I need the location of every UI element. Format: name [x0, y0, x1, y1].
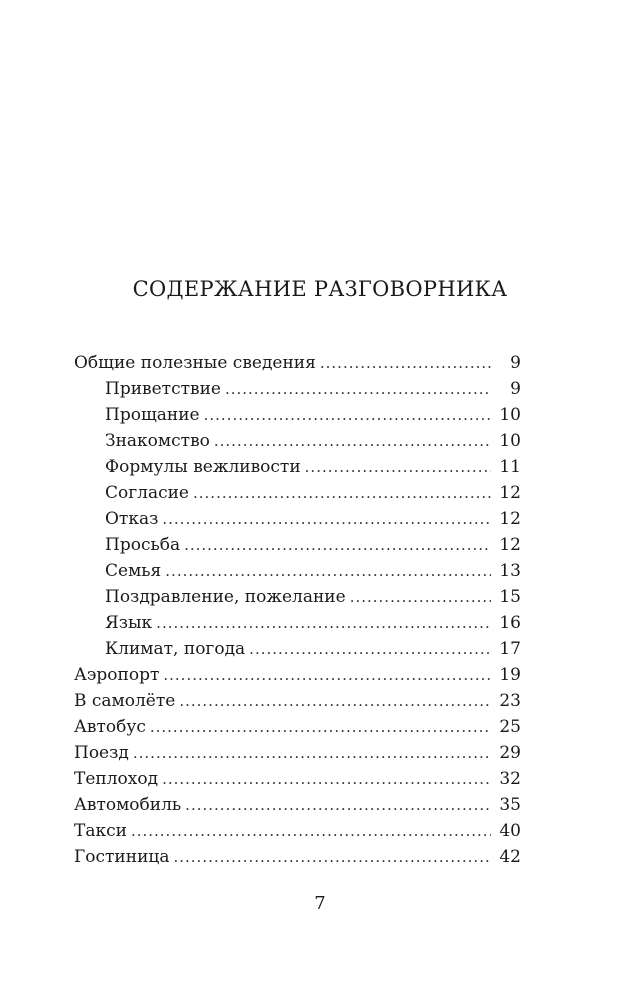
toc-entry-label: Формулы вежливости	[105, 457, 301, 477]
page-title: СОДЕРЖАНИЕ РАЗГОВОРНИКА	[132, 277, 508, 301]
toc-entry-label: Согласие	[105, 483, 189, 503]
dot-leader	[162, 506, 491, 532]
toc-entry-label: Такси	[74, 821, 127, 841]
toc-entry-page: 32	[499, 769, 521, 789]
dot-leader	[184, 532, 491, 558]
toc-entry	[74, 766, 521, 792]
dot-leader	[150, 714, 491, 740]
toc-entry-label: Отказ	[105, 509, 159, 529]
dot-leader	[185, 792, 491, 818]
toc-entry	[74, 454, 521, 480]
toc-entry-label: Просьба	[105, 535, 181, 555]
toc-entry-page: 11	[499, 457, 521, 477]
toc-entry-page: 40	[499, 821, 521, 841]
dot-leader	[165, 558, 491, 584]
toc-entry-label: Прощание	[105, 405, 200, 425]
toc-entry-label: Язык	[105, 613, 153, 633]
toc-entry-page: 10	[499, 431, 521, 451]
dot-leader	[305, 454, 491, 480]
toc-entry	[74, 636, 521, 662]
toc-entry-page: 25	[499, 717, 521, 737]
dot-leader	[163, 662, 491, 688]
dot-leader	[133, 740, 491, 766]
toc-entry-page: 17	[499, 639, 521, 659]
toc-entry	[74, 844, 521, 870]
toc-entry	[74, 532, 521, 558]
toc-entry-label: Приветствие	[105, 379, 221, 399]
toc-entry	[74, 610, 521, 636]
toc-entry-label: Автобус	[74, 717, 146, 737]
toc-entry	[74, 480, 521, 506]
toc-entry-page: 12	[499, 535, 521, 555]
toc-entry-page: 35	[499, 795, 521, 815]
toc-entry-label: Автомобиль	[74, 795, 182, 815]
toc-entry	[74, 558, 521, 584]
dot-leader	[179, 688, 491, 714]
dot-leader	[350, 584, 491, 610]
toc-entry	[74, 428, 521, 454]
toc-entry-label: Климат, погода	[105, 639, 246, 659]
toc-entry	[74, 376, 521, 402]
toc-entry	[74, 402, 521, 428]
toc-entry-page: 16	[499, 613, 521, 633]
dot-leader	[204, 402, 491, 428]
toc-entry-page: 9	[510, 379, 521, 399]
toc-entry-label: Общие полезные сведения	[74, 353, 316, 373]
table-of-contents	[74, 350, 521, 870]
toc-entry	[74, 792, 521, 818]
toc-entry-label: Аэропорт	[74, 665, 160, 685]
toc-entry-label: Семья	[105, 561, 162, 581]
toc-entry	[74, 662, 521, 688]
toc-entry-label: Знакомство	[105, 431, 210, 451]
toc-entry-label: В самолёте	[74, 691, 176, 711]
toc-entry-label: Поздравление, пожелание	[105, 587, 346, 607]
dot-leader	[131, 818, 491, 844]
dot-leader	[225, 376, 491, 402]
page-number: 7	[314, 893, 326, 914]
toc-entry-page: 10	[499, 405, 521, 425]
toc-entry	[74, 506, 521, 532]
dot-leader	[214, 428, 491, 454]
toc-entry-label: Поезд	[74, 743, 129, 763]
dot-leader	[320, 350, 491, 376]
dot-leader	[162, 766, 491, 792]
toc-entry-label: Гостиница	[74, 847, 170, 867]
toc-entry-page: 23	[499, 691, 521, 711]
toc-entry-page: 12	[499, 483, 521, 503]
dot-leader	[173, 844, 491, 870]
toc-entry-page: 29	[499, 743, 521, 763]
toc-entry-page: 9	[510, 353, 521, 373]
toc-entry	[74, 584, 521, 610]
dot-leader	[156, 610, 491, 636]
toc-entry-label: Теплоход	[74, 769, 159, 789]
toc-entry-page: 42	[499, 847, 521, 867]
toc-entry	[74, 740, 521, 766]
toc-entry-page: 15	[499, 587, 521, 607]
dot-leader	[193, 480, 491, 506]
toc-entry-page: 12	[499, 509, 521, 529]
toc-entry	[74, 688, 521, 714]
toc-entry	[74, 818, 521, 844]
toc-entry-page: 13	[499, 561, 521, 581]
toc-entry	[74, 714, 521, 740]
dot-leader	[249, 636, 491, 662]
toc-entry	[74, 350, 521, 376]
toc-entry-page: 19	[499, 665, 521, 685]
